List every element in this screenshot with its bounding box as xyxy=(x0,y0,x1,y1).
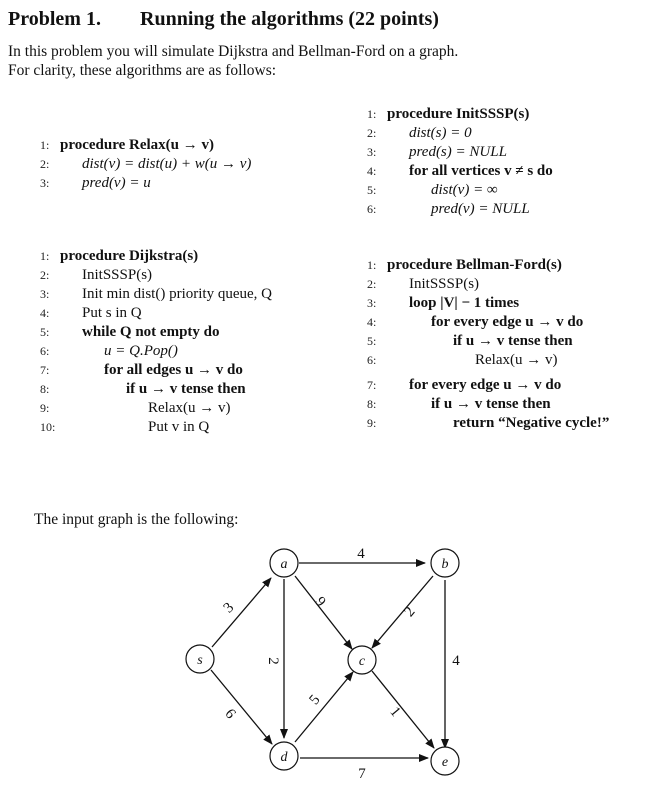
edge-weight: 2 xyxy=(265,657,281,665)
edge-weight: 2 xyxy=(401,603,419,621)
edge-s-d xyxy=(211,670,272,744)
edge-weight: 4 xyxy=(452,653,460,669)
initsssp-line: dist(v) = ∞ xyxy=(431,182,498,198)
node-label: s xyxy=(197,653,203,668)
line-number: 1: xyxy=(40,249,50,263)
intro-line-2: For clarity, these algorithms are as follows: xyxy=(8,62,277,79)
dijkstra-line: if u → v tense then xyxy=(126,381,246,397)
line-number: 7: xyxy=(40,363,50,377)
problem-title: Running the algorithms (22 points) xyxy=(140,8,439,30)
line-number: 4: xyxy=(367,315,377,329)
edge-weight: 1 xyxy=(386,703,404,721)
relax-line: pred(v) = u xyxy=(82,175,151,191)
dijkstra-line: Init min dist() priority queue, Q xyxy=(82,286,272,302)
line-number: 6: xyxy=(40,344,50,358)
line-number: 3: xyxy=(40,287,50,301)
node-label: b xyxy=(441,557,449,572)
line-number: 2: xyxy=(367,126,377,140)
intro-line-1: In this problem you will simulate Dijkstra and Bellman-Ford on a graph. xyxy=(8,43,459,60)
relax-line: dist(v) = dist(u) + w(u → v) xyxy=(82,156,252,172)
initsssp-line: pred(v) = NULL xyxy=(431,201,530,217)
line-number: 1: xyxy=(40,138,50,152)
line-number: 8: xyxy=(40,382,50,396)
line-number: 5: xyxy=(367,334,377,348)
line-number: 3: xyxy=(367,145,377,159)
node-label: a xyxy=(280,557,288,572)
line-number: 6: xyxy=(367,202,377,216)
initsssp-line: procedure InitSSSP(s) xyxy=(387,106,530,122)
initsssp-line: dist(s) = 0 xyxy=(409,125,472,141)
dijkstra-line: Put v in Q xyxy=(148,419,210,435)
line-number: 2: xyxy=(40,268,50,282)
dijkstra-line: Relax(u → v) xyxy=(148,400,231,416)
graph-caption: The input graph is the following: xyxy=(34,511,239,528)
bellman-line: for every edge u → v do xyxy=(431,314,584,330)
line-number: 5: xyxy=(40,325,50,339)
bellman-line: for every edge u → v do xyxy=(409,377,562,393)
edge-a-c xyxy=(295,576,352,649)
dijkstra-line: procedure Dijkstra(s) xyxy=(60,248,199,264)
bellman-line: return “Negative cycle!” xyxy=(453,415,610,431)
bellman-line: Relax(u → v) xyxy=(475,352,558,368)
line-number: 1: xyxy=(367,107,377,121)
dijkstra-line: u = Q.Pop() xyxy=(104,343,178,359)
edge-s-a xyxy=(212,578,271,647)
line-number: 9: xyxy=(367,416,377,430)
edge-weight: 3 xyxy=(220,599,238,617)
dijkstra-line: while Q not empty do xyxy=(82,324,220,340)
node-label: c xyxy=(358,654,366,669)
bellman-line: InitSSSP(s) xyxy=(409,276,480,292)
bellman-line: loop |V| − 1 times xyxy=(409,295,520,311)
node-label: d xyxy=(280,750,288,765)
dijkstra-line: for all edges u → v do xyxy=(104,362,243,378)
bellman-line: procedure Bellman-Ford(s) xyxy=(387,257,562,273)
line-number: 4: xyxy=(40,306,50,320)
edge-weight: 4 xyxy=(357,546,365,562)
line-number: 3: xyxy=(40,176,50,190)
node-label: e xyxy=(441,755,449,770)
line-number: 2: xyxy=(367,277,377,291)
line-number: 8: xyxy=(367,397,377,411)
edge-weight: 7 xyxy=(358,766,366,782)
dijkstra-line: InitSSSP(s) xyxy=(82,267,153,283)
problem-label: Problem 1. xyxy=(8,8,101,30)
line-number: 7: xyxy=(367,378,377,392)
line-number: 5: xyxy=(367,183,377,197)
bellman-line: if u → v tense then xyxy=(431,396,551,412)
line-number: 10: xyxy=(40,420,56,434)
edge-d-c xyxy=(295,672,353,742)
line-number: 1: xyxy=(367,258,377,272)
initsssp-line: pred(s) = NULL xyxy=(409,144,507,160)
line-number: 2: xyxy=(40,157,50,171)
bellman-line: if u → v tense then xyxy=(453,333,573,349)
line-number: 9: xyxy=(40,401,50,415)
relax-line: procedure Relax(u → v) xyxy=(60,137,215,153)
line-number: 6: xyxy=(367,353,377,367)
edge-weight: 9 xyxy=(311,593,329,611)
line-number: 3: xyxy=(367,296,377,310)
edge-weight: 5 xyxy=(306,691,324,709)
dijkstra-line: Put s in Q xyxy=(82,305,142,321)
edge-b-c xyxy=(372,576,433,648)
line-number: 4: xyxy=(367,164,377,178)
edge-weight: 6 xyxy=(221,705,239,723)
initsssp-line: for all vertices v ≠ s do xyxy=(409,163,553,179)
